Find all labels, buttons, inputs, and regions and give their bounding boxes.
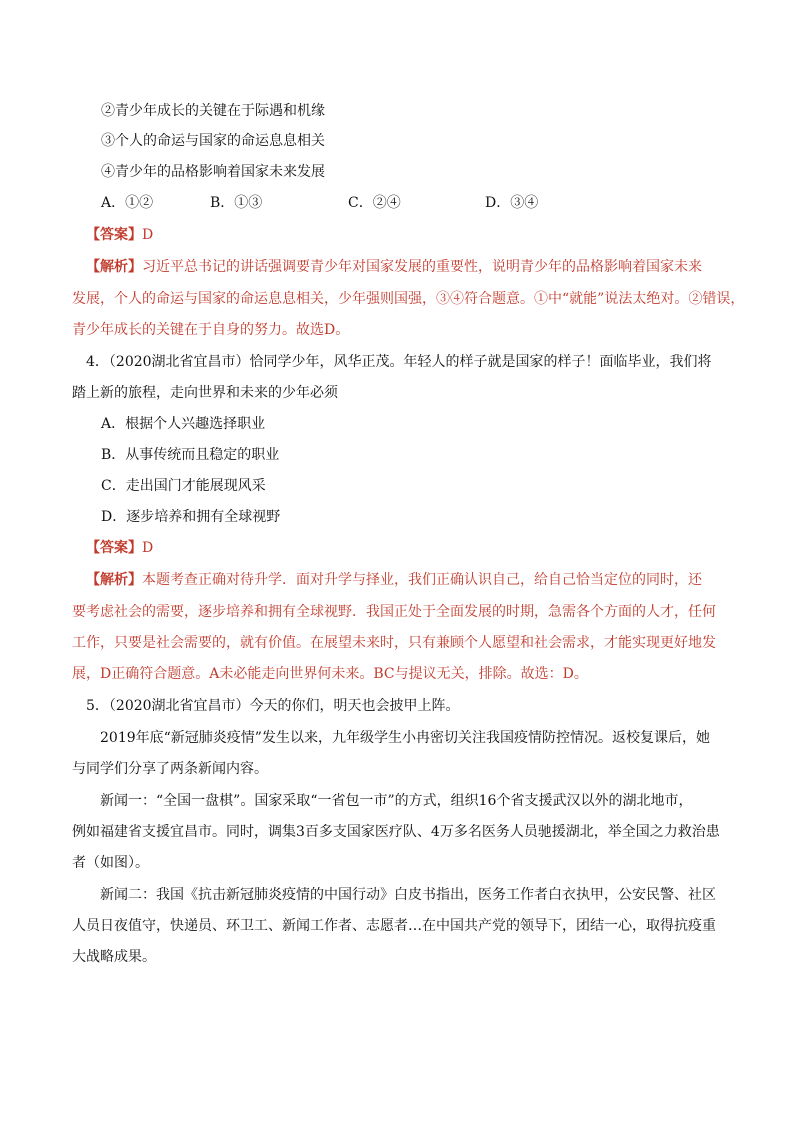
q5-news2-line-2: 人员日夜值守，快递员、环卫工、新闻工作者、志愿者…在中国共产党的领导下，团结一心，取得抗疫重	[72, 918, 716, 934]
q3-option-b: B．①③	[210, 195, 263, 211]
answer-tag: 【答案】	[86, 227, 142, 243]
statement-4: ④青少年的品格影响着国家未来发展	[101, 164, 325, 180]
q3-option-a: A．①②	[101, 195, 154, 211]
q5-stem: 5．（2020湖北省宜昌市）今天的你们，明天也会披甲上阵。	[86, 698, 460, 714]
q4-analysis-line-2: 要考虑社会的需要，逐步培养和拥有全球视野．我国正处于全面发展的时期，急需各个方面的人才，任何	[72, 604, 716, 620]
statement-2: ②青少年成长的关键在于际遇和机缘	[101, 103, 325, 119]
q5-news2-line-1: 新闻二：我国《抗击新冠肺炎疫情的中国行动》白皮书指出，医务工作者白衣执甲，公安民警、社区	[100, 887, 716, 903]
q4-analysis-line-1	[86, 571, 702, 589]
q4-analysis-line-4	[72, 665, 588, 683]
analysis-tag: 【解析】	[86, 259, 142, 275]
q5-para1-line-2: 与同学们分享了两条新闻内容。	[72, 761, 268, 777]
statement-3: ③个人的命运与国家的命运息息相关	[101, 133, 325, 149]
analysis-text: ③④符合题意。①中“就能”说法太绝对。②错误，	[436, 291, 745, 307]
q5-news1-line-2: 例如福建省支援宜昌市。同时，调集3百多支国家医疗队、4万多名医务人员驰援湖北，举全国之力救治患	[72, 824, 720, 840]
q5-news1-line-1: 新闻一：“全国一盘棋”。国家采取“一省包一市”的方式，组织16个省支援武汉以外的湖北地市，	[100, 793, 693, 809]
q5-para1-line-1: 2019年底“新冠肺炎疫情”发生以来，九年级学生小冉密切关注我国疫情防控情况。返校复课后，她	[100, 730, 710, 746]
q3-analysis-line-2	[72, 290, 744, 308]
q3-analysis-line-1	[86, 258, 702, 276]
q4-option-c: C．走出国门才能展现风采	[101, 478, 266, 494]
q3-analysis-line-3: 青少年成长的关键在于自身的努力。故选D。	[72, 322, 350, 338]
q4-stem-line-1: 4．（2020湖北省宜昌市）恰同学少年，风华正茂。年轻人的样子就是国家的样子！面临毕业，我们将	[86, 354, 712, 370]
analysis-tag: 【解析】	[86, 572, 142, 588]
analysis-text: 本题考查正确对待升学．面对升学与择业，我们正确认识自己，给自己恰当定位的同时，还	[142, 572, 702, 588]
q4-option-d: D．逐步培养和拥有全球视野	[101, 509, 281, 525]
analysis-text: 习近平总书记的讲话强调要青少年对国家发展的重要性，说明青少年的品格影响着国家未来	[142, 259, 702, 275]
answer-value: D	[142, 540, 154, 556]
q3-answer	[86, 226, 153, 244]
q4-option-a: A．根据个人兴趣选择职业	[101, 416, 266, 432]
q4-analysis-line-3: 工作，只要是社会需要的，就有价值。在展望未来时，只有兼顾个人愿望和社会需求，才能实现更好地发	[72, 635, 716, 651]
analysis-text: A未必能走向世界何未来。BC与提议无关，排除。故选：D。	[209, 666, 588, 682]
analysis-text: 展，D正确符合题意。	[72, 666, 210, 682]
answer-value: D	[142, 227, 154, 243]
q4-answer	[86, 539, 153, 557]
analysis-text: 发展，个人的命运与国家的命运息息相关，少年强则国强，	[72, 291, 436, 307]
q4-stem-line-2: 踏上新的旅程，走向世界和未来的少年必须	[72, 385, 338, 401]
q5-news2-line-3: 大战略成果。	[72, 949, 156, 965]
q5-news1-line-3: 者（如图）。	[72, 855, 149, 871]
q3-option-d: D．③④	[485, 195, 539, 211]
answer-tag: 【答案】	[86, 540, 142, 556]
q4-option-b: B．从事传统而且稳定的职业	[101, 447, 280, 463]
q3-option-c: C．②④	[348, 195, 401, 211]
